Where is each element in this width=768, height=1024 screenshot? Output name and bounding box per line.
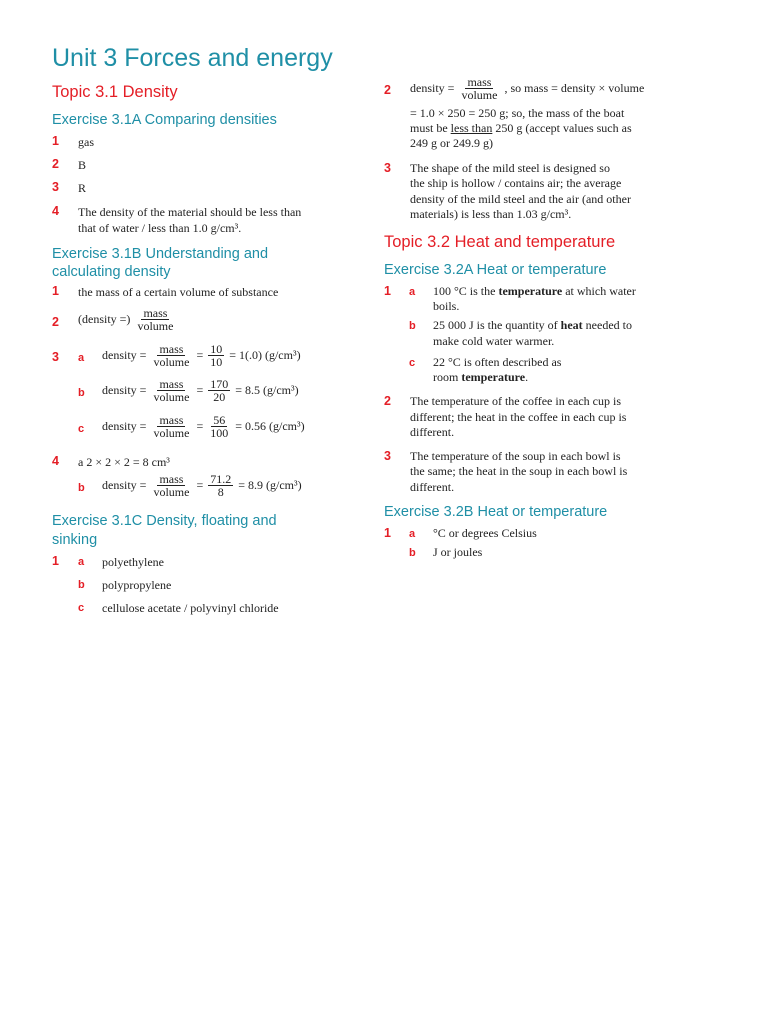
ex-3-1a-item-4-line-1: The density of the material should be less than [78,205,302,219]
ex-3-1b-item-3b-formula [102,378,299,403]
formula-continuation: , so mass = density × volume [504,81,645,95]
mass-over-volume-fraction [151,378,191,403]
ex-3-1c-item-3-line-4: materials) is less than 1.03 g/cm³. [410,207,572,221]
text-before: room [433,370,462,384]
fraction-numerator: 170 [210,377,229,391]
exercise-3-2a-heading: Exercise 3.2A Heat or temperature [384,262,607,278]
density-label: density = [102,383,147,397]
ex-3-2a-item-1c-sub-label: c [409,357,416,369]
topic-3-1-heading: Topic 3.1 Density [52,83,178,101]
ex-3-1b-item-3-number: 3 [52,350,59,364]
fraction-numerator: 71.2 [210,472,232,486]
value-fraction [208,343,224,368]
ex-3-1b-item-4b-sub-label: b [78,482,85,494]
result-text: = 1(.0) (g/cm³) [229,348,301,362]
ex-3-2a-item-2-line-1: The temperature of the coffee in each cup is [410,394,622,408]
ex-3-2a-item-2-number: 2 [384,394,391,408]
ex-3-2a-item-3-line-2: the same; the heat in the soup in each bowl is [410,464,628,478]
ex-3-1a-item-4-line-2: that of water / less than 1.0 g/cm³. [78,221,242,235]
exercise-3-1c-heading-line-2: sinking [52,532,98,548]
fraction-denominator: volume [137,319,174,333]
ex-3-2b-item-1-number: 1 [384,526,391,540]
density-prefix: (density =) [78,312,131,326]
equals-sign: = [196,478,204,492]
bold-temperature: temperature [461,370,526,384]
equals-sign: = [196,419,204,433]
mass-over-volume-fraction [151,414,191,439]
value-fraction [208,378,230,403]
mass-over-volume-fraction [151,343,191,368]
fraction-numerator: mass [467,75,492,89]
ex-3-1b-item-3a-sub-label: a [78,352,85,364]
ex-3-1c-item-2-line-2: = 1.0 × 250 = 250 g; so, the mass of the boat [410,106,625,120]
density-label: density = [410,81,455,95]
value-fraction [208,414,230,439]
fraction-denominator: 20 [213,390,226,404]
ex-3-1c-item-2-line-4: 249 g or 249.9 g) [410,136,493,150]
text-after: needed to [582,318,632,332]
ex-3-1b-item-3c-sub-label: c [78,423,85,435]
ex-3-1b-item-3b-sub-label: b [78,387,85,399]
ex-3-1c-item-1b-text: polypropylene [102,578,172,592]
ex-3-1b-item-4-number: 4 [52,454,59,468]
ex-3-2b-item-1a-sub-label: a [409,528,416,540]
text-before: 100 °C is the [433,284,499,298]
mass-over-volume-fraction [135,307,175,332]
ex-3-2a-item-1a-line-1 [433,284,636,299]
ex-3-2a-item-1a-line-2: boils. [433,299,460,313]
ex-3-1b-item-4b-formula [102,473,302,498]
ex-3-2a-item-2-line-3: different. [410,425,455,439]
ex-3-1c-item-3-line-2: the ship is hollow / contains air; the average [410,176,622,190]
density-label: density = [102,478,147,492]
exercise-3-1b-heading-line-1: Exercise 3.1B Understanding and [52,246,269,262]
density-label: density = [102,419,147,433]
bold-heat: heat [560,318,583,332]
fraction-denominator: volume [153,426,190,440]
ex-3-1c-item-2-formula [410,76,644,101]
ex-3-1b-item-2-number: 2 [52,315,59,329]
ex-3-2a-item-1c-line-1: 22 °C is often described as [433,355,562,369]
underlined-less-than: less than [450,121,493,135]
ex-3-1b-item-1-number: 1 [52,284,59,298]
mass-over-volume-fraction [459,76,499,101]
line-3-before: must be [410,121,451,135]
fraction-denominator: volume [153,390,190,404]
fraction-numerator: mass [159,472,184,486]
topic-3-2-heading: Topic 3.2 Heat and temperature [384,233,616,251]
ex-3-1b-item-4a-text: a 2 × 2 × 2 = 8 cm³ [78,455,170,469]
ex-3-2a-item-1c-line-2 [433,370,528,385]
result-text: = 8.5 (g/cm³) [235,383,299,397]
fraction-denominator: volume [153,485,190,499]
ex-3-2b-item-1b-sub-label: b [409,547,416,559]
ex-3-1a-item-3-text: R [78,181,87,195]
fraction-numerator: 56 [213,413,226,427]
ex-3-1c-item-1b-sub-label: b [78,579,85,591]
ex-3-2a-item-1-number: 1 [384,284,391,298]
ex-3-2a-item-3-number: 3 [384,449,391,463]
ex-3-1c-item-3-number: 3 [384,161,391,175]
text-after: at which water [562,284,636,298]
equals-sign: = [196,383,204,397]
line-3-after: 250 g (accept values such as [492,121,632,135]
fraction-numerator: mass [143,306,168,320]
fraction-denominator: volume [153,355,190,369]
ex-3-2b-item-1b-text: J or joules [433,545,483,559]
result-text: = 8.9 (g/cm³) [238,478,302,492]
ex-3-2a-item-2-line-2: different; the heat in the coffee in each cup is [410,410,627,424]
text-after: . [525,370,529,384]
ex-3-2a-item-1b-line-1 [433,318,632,333]
ex-3-1c-item-1a-text: polyethylene [102,555,164,569]
equals-sign: = [196,348,204,362]
fraction-numerator: 10 [210,342,223,356]
ex-3-1a-item-4-number: 4 [52,204,59,218]
exercise-3-1a-heading: Exercise 3.1A Comparing densities [52,112,277,128]
ex-3-1b-item-3c-formula [102,414,305,439]
exercise-3-2b-heading: Exercise 3.2B Heat or temperature [384,504,608,520]
fraction-numerator: mass [159,342,184,356]
density-label: density = [102,348,147,362]
ex-3-1c-item-1a-sub-label: a [78,556,85,568]
fraction-denominator: volume [461,88,498,102]
mass-over-volume-fraction [151,473,191,498]
value-fraction [208,473,233,498]
fraction-denominator: 8 [217,485,224,499]
ex-3-1a-item-3-number: 3 [52,180,59,194]
ex-3-2a-item-1a-sub-label: a [409,286,416,298]
ex-3-1b-item-2-formula [78,307,177,332]
ex-3-1a-item-2-number: 2 [52,157,59,171]
unit-title: Unit 3 Forces and energy [52,44,333,72]
fraction-denominator: 10 [210,355,223,369]
result-text: = 0.56 (g/cm³) [235,419,305,433]
ex-3-1c-item-2-number: 2 [384,83,391,97]
ex-3-1c-item-1c-sub-label: c [78,602,85,614]
ex-3-1b-item-1-text: the mass of a certain volume of substance [78,285,279,299]
text-before: 25 000 J is the quantity of [433,318,561,332]
ex-3-2a-item-3-line-1: The temperature of the soup in each bowl is [410,449,621,463]
ex-3-1c-item-3-line-3: density of the mild steel and the air (and other [410,192,631,206]
ex-3-2a-item-1b-sub-label: b [409,320,416,332]
ex-3-2b-item-1a-text: °C or degrees Celsius [433,526,537,540]
ex-3-1c-item-1c-text: cellulose acetate / polyvinyl chloride [102,601,279,615]
ex-3-2a-item-1b-line-2: make cold water warmer. [433,334,555,348]
ex-3-1a-item-2-text: B [78,158,87,172]
ex-3-1a-item-1-number: 1 [52,134,59,148]
bold-temperature: temperature [498,284,563,298]
exercise-3-1c-heading-line-1: Exercise 3.1C Density, floating and [52,513,277,529]
fraction-numerator: mass [159,377,184,391]
ex-3-1c-item-3-line-1: The shape of the mild steel is designed so [410,161,610,175]
ex-3-1b-item-3a-formula [102,343,301,368]
fraction-numerator: mass [159,413,184,427]
ex-3-2a-item-3-line-3: different. [410,480,455,494]
ex-3-1c-item-1-number: 1 [52,554,59,568]
fraction-denominator: 100 [210,426,229,440]
ex-3-1a-item-1-text: gas [78,135,94,149]
ex-3-1c-item-2-line-3 [410,121,632,136]
exercise-3-1b-heading-line-2: calculating density [52,264,171,280]
